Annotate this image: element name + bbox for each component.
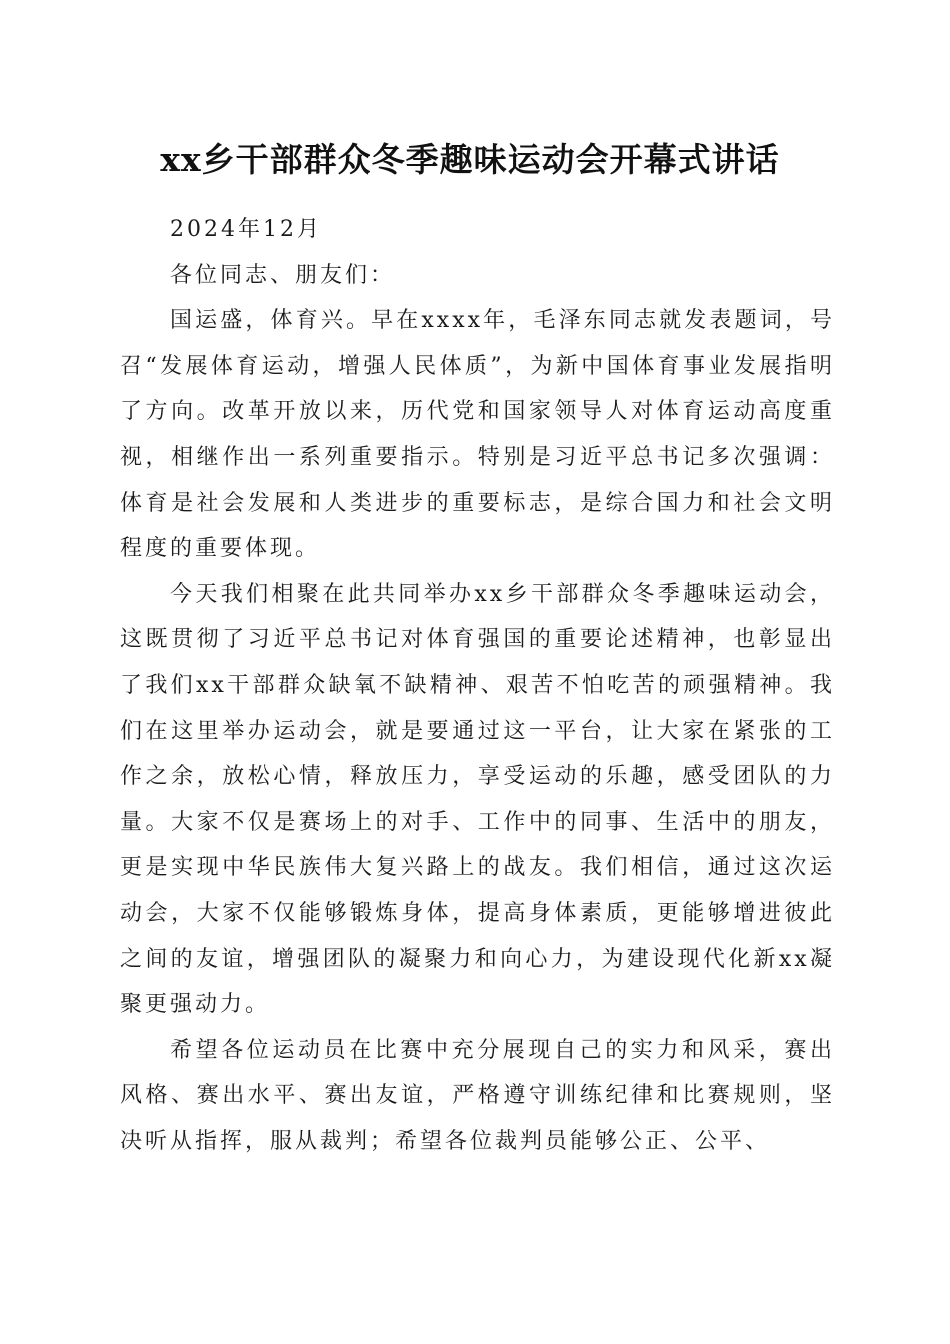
paragraph-3: 希望各位运动员在比赛中充分展现自己的实力和风采，赛出风格、赛出水平、赛出友谊，严格遵守训练纪律和比赛规则，坚决听从指挥，服从裁判；希望各位裁判员能够公正、公平、 bbox=[120, 1037, 835, 1154]
document-title: xx乡干部群众冬季趣味运动会开幕式讲话 bbox=[160, 140, 780, 179]
document-date: 2024年12月 bbox=[170, 217, 322, 242]
salutation: 各位同志、朋友们： bbox=[170, 262, 396, 288]
document-body bbox=[120, 207, 835, 1164]
paragraph-2: 今天我们相聚在此共同举办xx乡干部群众冬季趣味运动会，这既贯彻了习近平总书记对体育强国的重要论述精神，也彰显出了我们xx干部群众缺氧不缺精神、艰苦不怕吃苦的顽强精神。我们在这里举办运动会，就是要通过这一平台，让大家在紧张的工作之余，放松心情，释放压力，享受运动的乐趣，感受团队的力量。大家不仅是赛场上的对手、工作中的同事、生活中的朋友，更是实现中华民族伟大复兴路上的战友。我们相信，通过这次运动会，大家不仅能够锻炼身体，提高身体素质，更能够增进彼此之间的友谊，增强团队的凝聚力和向心力，为建设现代化新xx凝聚更强动力。 bbox=[120, 581, 835, 1018]
paragraph-1: 国运盛，体育兴。早在xxxx年，毛泽东同志就发表题词，号召“发展体育运动，增强人民体质”，为新中国体育事业发展指明了方向。改革开放以来，历代党和国家领导人对体育运动高度重视，相继作出一系列重要指示。特别是习近平总书记多次强调：体育是社会发展和人类进步的重要标志，是综合国力和社会文明程度的重要体现。 bbox=[120, 308, 835, 562]
